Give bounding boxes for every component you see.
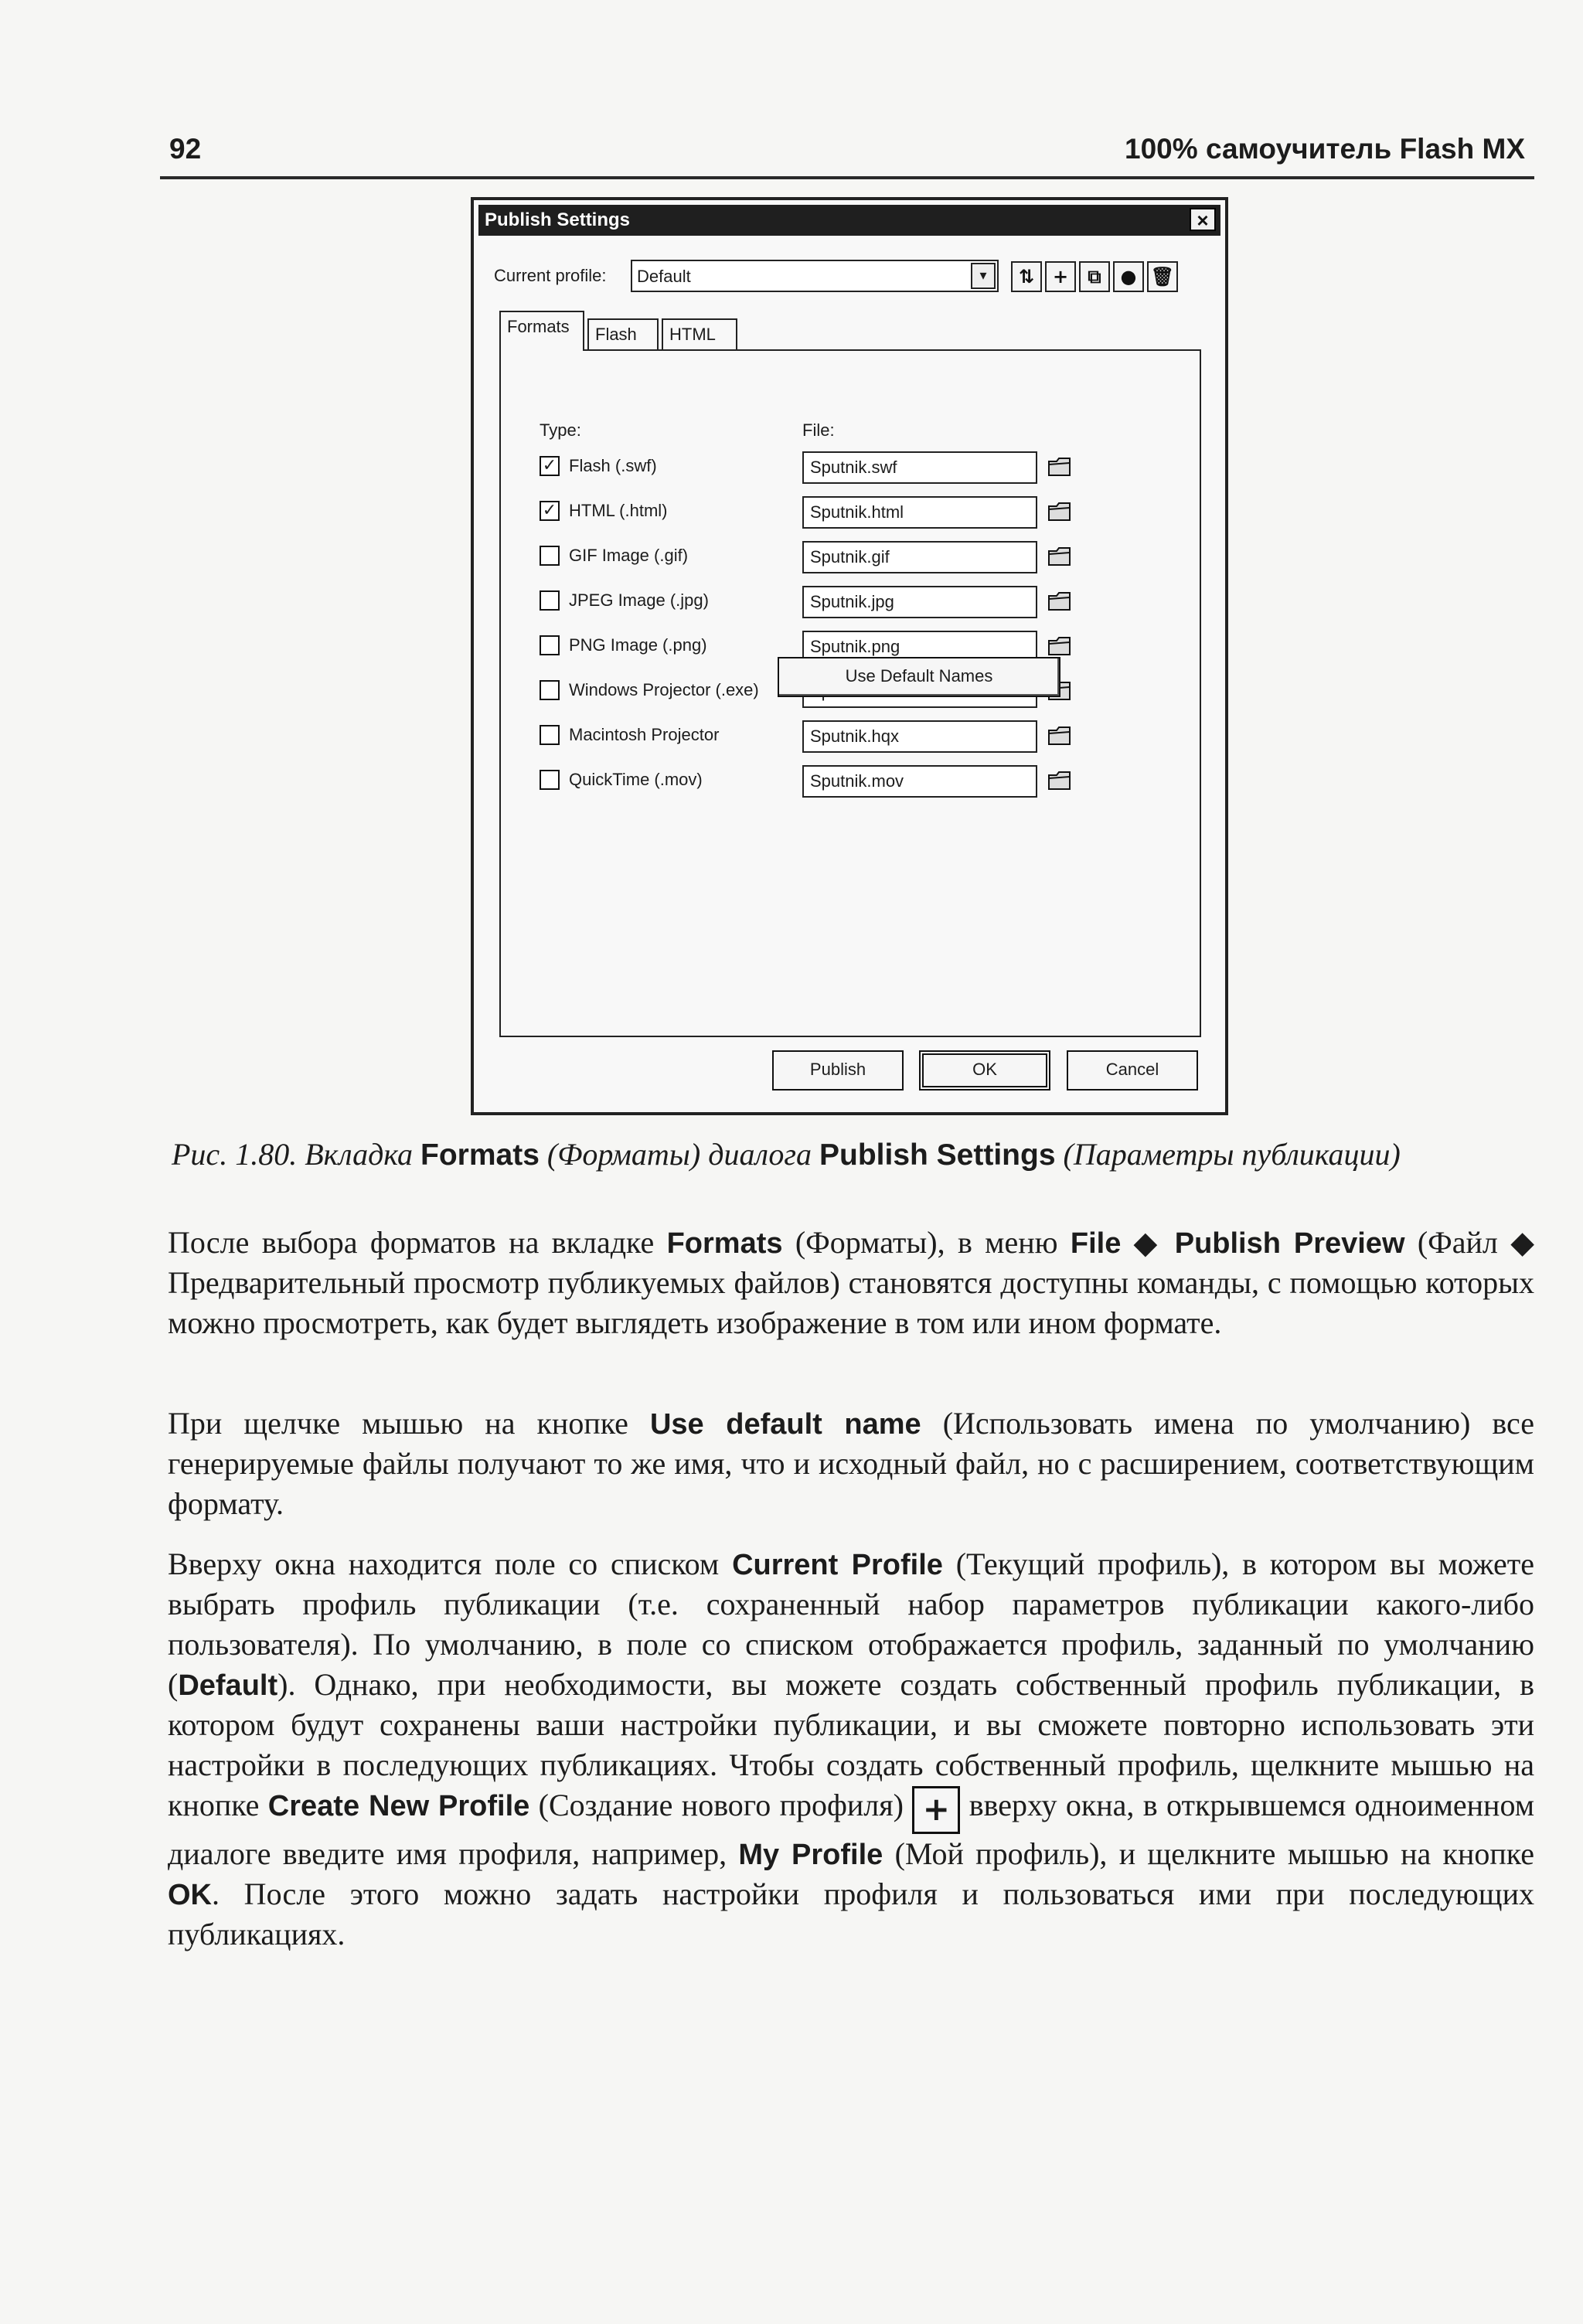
format-row (540, 586, 1173, 618)
text: (Форматы), в меню (782, 1225, 1071, 1260)
folder-icon[interactable] (1047, 589, 1073, 614)
format-checkbox[interactable] (540, 546, 560, 566)
trash-icon: 🗑 (1150, 266, 1175, 288)
duplicate-icon: ⧉ (1088, 266, 1101, 288)
figure-caption (172, 1136, 1532, 1172)
text: (Создание нового профиля) (529, 1788, 913, 1822)
term: My Profile (738, 1839, 883, 1871)
publish-settings-dialog (471, 197, 1228, 1115)
format-label: GIF Image (.gif) (569, 546, 689, 565)
text: При щелчке мышью на кнопке (168, 1406, 650, 1441)
folder-icon[interactable] (1047, 723, 1073, 748)
folder-icon[interactable] (1047, 634, 1073, 658)
format-checkbox[interactable]: ✓ (540, 456, 560, 476)
file-name-input[interactable]: Sputnik.html (802, 496, 1037, 529)
current-profile-value: Default (637, 267, 691, 286)
publish-button[interactable]: Publish (772, 1050, 904, 1091)
book-title: 100% самоучитель Flash MX (1125, 133, 1525, 165)
create-new-profile-icon: + (912, 1786, 960, 1834)
text: (Файл ◆ Предварительный просмотр публикуемых файлов) становятся доступны команды, с помощью которых можно просмотреть, как будет выглядеть изображение в том или ином формате. (168, 1225, 1534, 1340)
folder-icon[interactable] (1047, 768, 1073, 793)
close-button[interactable]: × (1190, 208, 1216, 231)
formats-tab-panel (499, 349, 1201, 1037)
format-checkbox[interactable] (540, 590, 560, 611)
running-head (160, 130, 1534, 179)
text: ). Однако, при необходимости, вы можете создать собственный профиль публикации, в котором будут сохранены ваши настройки публикации, и вы сможете повторно использовать эти настройки в последующих публикациях. Чтобы создать собственный профиль, щелкните мышью на кнопке (168, 1667, 1534, 1822)
current-profile-label: Current profile: (494, 266, 607, 285)
caption-formats: Formats (420, 1138, 540, 1172)
file-name-input[interactable]: Sputnik.hqx (802, 720, 1037, 753)
term: OK (168, 1879, 212, 1911)
file-column-header: File: (802, 420, 835, 440)
folder-icon[interactable] (1047, 499, 1073, 524)
term: Create New Profile (267, 1790, 530, 1822)
format-checkbox[interactable] (540, 770, 560, 790)
plus-icon: + (1052, 266, 1069, 288)
tab-html[interactable]: HTML (662, 318, 737, 352)
folder-icon[interactable] (1047, 544, 1073, 569)
file-name-input[interactable]: Sputnik.png (802, 631, 1037, 663)
format-row (540, 720, 1173, 753)
cancel-button[interactable]: Cancel (1067, 1050, 1198, 1091)
format-row (540, 496, 1173, 529)
format-label: Macintosh Projector (569, 725, 720, 744)
paragraph-3 (168, 1544, 1534, 1955)
caption-text: (Форматы) диалога (539, 1137, 819, 1172)
file-name-input[interactable]: Sputnik.swf (802, 451, 1037, 484)
import-export-profile-icon: ⇅ (1018, 266, 1035, 288)
chevron-down-icon[interactable]: ▾ (971, 263, 996, 289)
format-checkbox[interactable]: ✓ (540, 501, 560, 521)
format-row (540, 765, 1173, 798)
format-label: Flash (.swf) (569, 456, 657, 475)
tab-flash[interactable]: Flash (587, 318, 659, 352)
file-name-input[interactable]: Sputnik.gif (802, 541, 1037, 573)
format-label: HTML (.html) (569, 501, 668, 520)
profile-properties-button[interactable] (1113, 261, 1144, 292)
paragraph-1 (168, 1223, 1534, 1343)
page-number: 92 (169, 133, 202, 165)
folder-icon[interactable] (1047, 454, 1073, 479)
duplicate-profile-button[interactable] (1079, 261, 1110, 292)
caption-text: Рис. 1.80. Вкладка (172, 1137, 421, 1172)
properties-icon: ● (1120, 266, 1137, 288)
term: File ◆ Publish Preview (1070, 1227, 1405, 1260)
text: вверху окна, в открывшемся одноименном диалоге введите имя профиля, например, (168, 1788, 1534, 1871)
file-name-input[interactable]: Sputnik.mov (802, 765, 1037, 798)
text: После выбора форматов на вкладке (168, 1225, 667, 1260)
format-checkbox[interactable] (540, 635, 560, 655)
dialog-title: Publish Settings (485, 209, 631, 230)
caption-text: (Параметры публикации) (1055, 1137, 1401, 1172)
text: (Мой профиль), и щелкните мышью на кнопке (883, 1836, 1534, 1871)
format-row (540, 451, 1173, 484)
format-label: Windows Projector (.exe) (569, 680, 759, 699)
paragraph-2 (168, 1404, 1534, 1524)
caption-publish-settings: Publish Settings (819, 1138, 1056, 1172)
format-checkbox[interactable] (540, 725, 560, 745)
import-export-profile-button[interactable] (1011, 261, 1042, 292)
format-row (540, 541, 1173, 573)
text: Вверху окна находится поле со списком (168, 1546, 733, 1581)
tab-formats[interactable]: Formats (499, 311, 584, 351)
term: Current Profile (732, 1549, 943, 1581)
format-label: PNG Image (.png) (569, 635, 707, 655)
term: Formats (666, 1227, 783, 1260)
term: Default (178, 1669, 278, 1702)
text: (Текущий профиль), в котором вы можете выбрать профиль публикации (т.е. сохраненный набор параметров публикации какого-либо пользователя). По умолчанию, в поле со списком отображается профиль, заданный по умолчанию ( (168, 1546, 1534, 1702)
format-label: QuickTime (.mov) (569, 770, 703, 789)
use-default-names-button[interactable]: Use Default Names (778, 657, 1060, 697)
text: (Использовать имена по умолчанию) все генерируемые файлы получают то же имя, что и исходный файл, но с расширением, соответствующим формату. (168, 1406, 1535, 1521)
format-checkbox[interactable] (540, 680, 560, 700)
ok-button[interactable]: OK (919, 1050, 1050, 1091)
current-profile-select[interactable] (631, 260, 999, 292)
create-new-profile-button[interactable] (1045, 261, 1076, 292)
term: Use default name (649, 1408, 921, 1441)
type-column-header: Type: (540, 420, 581, 440)
delete-profile-button[interactable] (1147, 261, 1178, 292)
format-label: JPEG Image (.jpg) (569, 590, 709, 610)
text: . После этого можно задать настройки профиля и пользоваться ими при последующих публикациях. (168, 1877, 1534, 1951)
title-bar (478, 205, 1220, 236)
file-name-input[interactable]: Sputnik.jpg (802, 586, 1037, 618)
